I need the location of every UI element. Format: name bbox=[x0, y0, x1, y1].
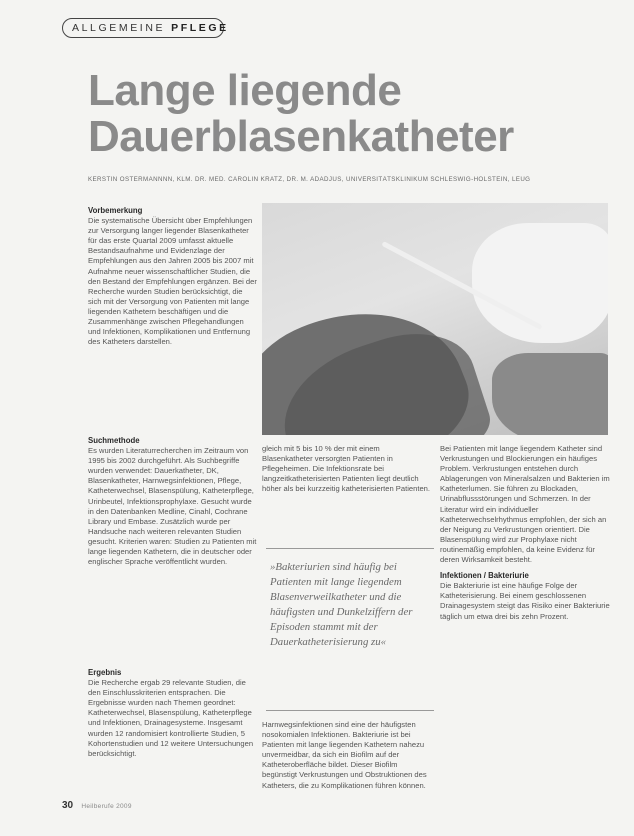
quote-rule-top bbox=[266, 548, 434, 549]
page-footer bbox=[62, 800, 132, 811]
section-rubric bbox=[62, 18, 229, 38]
author-byline: KERSTIN OSTERMANNNN, KLM. DR. MED. CAROLIN KRATZ, DR. M. ADADJUS, UNIVERSITÄTSKLINIKUM SCHLESWIG-HOLSTEIN, LEUG bbox=[88, 176, 531, 183]
magazine-name: Heilberufe 2009 bbox=[81, 803, 132, 810]
text-suchmethode: Es wurden Literaturrecherchen im Zeitraum von 1995 bis 2002 durchgeführt. Als Suchbegriffe wurden verwendet: Dauerkatheter, DK, Blasenkatheter, Harnwegsinfektionen, Pflege, Katheterwechsel, Blasenspülung, Katheterpflege, Urinbeutel, Infektionsprophylaxe. Gesucht wurde in den Datenbanken Medline, Cinahl, Cochrane Library und Embase. Zusätzlich wurde per Handsuche nach weiteren relevanten Studien gesucht. Kriterien waren: Studien zu Patienten mit lange liegenden Kathetern, die in deutscher oder englischer Sprache veröffentlicht wurden. bbox=[88, 446, 257, 567]
text-vorbemerkung: Die systematische Übersicht über Empfehlungen zur Versorgung langer liegender Blasenkatheter für das erste Quartal 2009 umfasst aktuelle Bestandsaufnahme und Evidenzlage der Empfehlungen aus den Jahren 2005 bis 2007 mit Aufnahme neuer wissenschaftlicher Studien, die den Bestand der Empfehlungen ergänzen. Bei der Recherche wurden Studien berücksichtigt, die sich mit der Versorgung von Patienten mit lange liegenden Kathetern beschäftigen und die Zusammenhänge zwischen Pflegehandlungen und Infektionen, Komplikationen und Entfernung des Katheters darstellen. bbox=[88, 216, 257, 347]
column-left-mid bbox=[88, 436, 258, 573]
text-mid-top: gleich mit 5 bis 10 % der mit einem Blasenkatheter versorgten Patienten in Pflegeheimen. Die Infektionsrate bei langzeitkatheterisierten Patienten liegt deutlich höher als bei kurzzeitig katheterisierten Patienten. bbox=[262, 444, 431, 494]
column-right bbox=[440, 444, 610, 628]
column-mid-bottom bbox=[262, 720, 430, 797]
text-right: Bei Patienten mit lange liegendem Katheter sind Verkrustungen und Blockierungen ein häufiges Problem. Verkrustungen entstehen durch Ablagerungen von Mineralsalzen und Bakterien im Katheterlumen. Sie führen zu Blockaden, Urinabflussstörungen und Schmerzen. In der Literatur wird ein individueller Katheterwechselrhythmus empfohlen, der sich an der Neigung zu Verkrustungen orientiert. Die Blasenspülung wird zur Prophylaxe nicht routinemäßig empfohlen, da keine Evidenz für deren Wirksamkeit besteht. bbox=[440, 444, 610, 565]
text-mid-bottom: Harnwegsinfektionen sind eine der häufigsten nosokomialen Infektionen. Bakteriurie ist bei Patienten mit lange liegenden Kathetern nahezu unvermeidbar, da sich ein Biofilm auf der Katheteroberfläche bildet. Dieser Biofilm begünstigt Verkrustungen und Obstruktionen des Katheters, die zu Komplikationen führen können. bbox=[262, 720, 427, 790]
page-number: 30 bbox=[62, 800, 74, 811]
rubric-section: PFLEGE bbox=[171, 22, 229, 34]
heading-suchmethode: Suchmethode bbox=[88, 436, 140, 445]
column-left-bottom bbox=[88, 668, 258, 765]
quote-rule-bottom bbox=[266, 710, 434, 711]
heading-infektionen: Infektionen / Bakteriurie bbox=[440, 571, 529, 581]
pull-quote: »Bakteriurien sind häufig bei Patienten mit lange liegendem Blasenverweilkatheter und die häufigsten und Dunkelziffern der Episoden stammt mit der Dauerkatheterisierung zu« bbox=[270, 561, 413, 648]
heading-ergebnis: Ergebnis bbox=[88, 668, 122, 677]
column-mid-top bbox=[262, 444, 430, 500]
title-line-2: Dauerblasenkatheter bbox=[88, 112, 514, 161]
heading-vorbemerkung: Vorbemerkung bbox=[88, 206, 143, 215]
text-ergebnis: Die Recherche ergab 29 relevante Studien, die den Einschlusskriterien entsprachen. Die Ergebnisse wurden nach Themen geordnet: Katheterwechsel, Blasenspülung, Katheterpflege und Infektionen, Drainagesysteme. Insgesamt wurden 12 randomisiert kontrollierte Studien, 5 Kohortenstudien und 12 weitere Untersuchungen berücksichtigt. bbox=[88, 678, 254, 758]
column-left-top bbox=[88, 206, 258, 353]
title-line-1: Lange liegende bbox=[88, 66, 402, 115]
catheter-photo bbox=[262, 203, 608, 435]
rubric-category: ALLGEMEINE bbox=[72, 22, 166, 34]
text-infektionen: Die Bakteriurie ist eine häufige Folge der Katheterisierung. Bei einem geschlossenen Drainagesystem steigt das Risiko einer Bakteriurie täglich um etwa drei bis zehn Prozent. bbox=[440, 581, 610, 621]
page-title bbox=[88, 68, 608, 160]
